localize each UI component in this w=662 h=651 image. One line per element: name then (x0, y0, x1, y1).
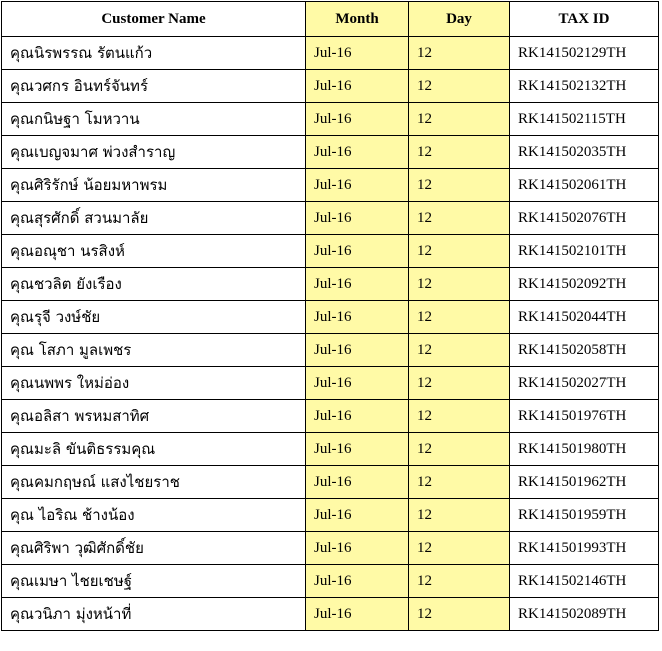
month-cell[interactable]: Jul-16 (306, 466, 409, 499)
month-cell[interactable]: Jul-16 (306, 103, 409, 136)
day-cell[interactable]: 12 (409, 334, 510, 367)
table-body (2, 37, 659, 631)
tax-id-cell[interactable]: RK141502027TH (510, 367, 659, 400)
month-cell[interactable]: Jul-16 (306, 598, 409, 631)
customer-name-cell[interactable]: คุณอลิสา พรหมสาทิศ (2, 400, 306, 433)
table-row (2, 103, 659, 136)
customer-table (1, 1, 659, 631)
customer-name-cell[interactable]: คุณวนิภา มุ่งหน้าที่ (2, 598, 306, 631)
month-cell[interactable]: Jul-16 (306, 334, 409, 367)
day-cell[interactable]: 12 (409, 367, 510, 400)
month-cell[interactable]: Jul-16 (306, 169, 409, 202)
tax-id-cell[interactable]: RK141502089TH (510, 598, 659, 631)
day-cell[interactable]: 12 (409, 136, 510, 169)
tax-id-cell[interactable]: RK141502146TH (510, 565, 659, 598)
day-cell[interactable]: 12 (409, 565, 510, 598)
month-cell[interactable]: Jul-16 (306, 367, 409, 400)
customer-name-cell[interactable]: คุณ ไอริณ ช้างน้อง (2, 499, 306, 532)
tax-id-cell[interactable]: RK141501976TH (510, 400, 659, 433)
month-cell[interactable]: Jul-16 (306, 400, 409, 433)
tax-id-cell[interactable]: RK141502132TH (510, 70, 659, 103)
tax-id-cell[interactable]: RK141502076TH (510, 202, 659, 235)
table-row (2, 334, 659, 367)
day-cell[interactable]: 12 (409, 235, 510, 268)
day-cell[interactable]: 12 (409, 466, 510, 499)
customer-name-cell[interactable]: คุณมะลิ ขันติธรรมคุณ (2, 433, 306, 466)
day-cell[interactable]: 12 (409, 400, 510, 433)
table-row (2, 400, 659, 433)
customer-name-cell[interactable]: คุณ โสภา มูลเพชร (2, 334, 306, 367)
table-row (2, 268, 659, 301)
tax-id-cell[interactable]: RK141501959TH (510, 499, 659, 532)
tax-id-cell[interactable]: RK141502129TH (510, 37, 659, 70)
day-cell[interactable]: 12 (409, 499, 510, 532)
month-cell[interactable]: Jul-16 (306, 235, 409, 268)
header-month[interactable]: Month (306, 2, 409, 37)
customer-name-cell[interactable]: คุณกนิษฐา โมหวาน (2, 103, 306, 136)
day-cell[interactable]: 12 (409, 37, 510, 70)
month-cell[interactable]: Jul-16 (306, 301, 409, 334)
day-cell[interactable]: 12 (409, 268, 510, 301)
tax-id-cell[interactable]: RK141502058TH (510, 334, 659, 367)
customer-name-cell[interactable]: คุณเบญจมาศ พ่วงสำราญ (2, 136, 306, 169)
customer-name-cell[interactable]: คุณศิริรักษ์ น้อยมหาพรม (2, 169, 306, 202)
tax-id-cell[interactable]: RK141502092TH (510, 268, 659, 301)
customer-name-cell[interactable]: คุณศิริพา วุฒิศักดิ์ชัย (2, 532, 306, 565)
month-cell[interactable]: Jul-16 (306, 70, 409, 103)
table-row (2, 367, 659, 400)
table-row (2, 202, 659, 235)
table-row (2, 70, 659, 103)
day-cell[interactable]: 12 (409, 532, 510, 565)
customer-name-cell[interactable]: คุณนิรพรรณ รัตนแก้ว (2, 37, 306, 70)
customer-name-cell[interactable]: คุณรุจี วงษ์ชัย (2, 301, 306, 334)
day-cell[interactable]: 12 (409, 169, 510, 202)
customer-name-cell[interactable]: คุณสุรศักดิ์ สวนมาลัย (2, 202, 306, 235)
day-cell[interactable]: 12 (409, 202, 510, 235)
header-row (2, 2, 659, 37)
customer-name-cell[interactable]: คุณอณุชา นรสิงห์ (2, 235, 306, 268)
tax-id-cell[interactable]: RK141501980TH (510, 433, 659, 466)
tax-id-cell[interactable]: RK141502061TH (510, 169, 659, 202)
day-cell[interactable]: 12 (409, 598, 510, 631)
table-row (2, 499, 659, 532)
month-cell[interactable]: Jul-16 (306, 565, 409, 598)
table-row (2, 466, 659, 499)
month-cell[interactable]: Jul-16 (306, 532, 409, 565)
day-cell[interactable]: 12 (409, 70, 510, 103)
customer-name-cell[interactable]: คุณวศกร อินทร์จันทร์ (2, 70, 306, 103)
month-cell[interactable]: Jul-16 (306, 136, 409, 169)
month-cell[interactable]: Jul-16 (306, 499, 409, 532)
tax-id-cell[interactable]: RK141501962TH (510, 466, 659, 499)
customer-name-cell[interactable]: คุณนพพร ใหม่อ่อง (2, 367, 306, 400)
header-customer-name[interactable]: Customer Name (2, 2, 306, 37)
table-row (2, 532, 659, 565)
table-row (2, 565, 659, 598)
day-cell[interactable]: 12 (409, 301, 510, 334)
table-row (2, 136, 659, 169)
tax-id-cell[interactable]: RK141502035TH (510, 136, 659, 169)
customer-name-cell[interactable]: คุณคมกฤษณ์ แสงไชยราช (2, 466, 306, 499)
day-cell[interactable]: 12 (409, 433, 510, 466)
tax-id-cell[interactable]: RK141502101TH (510, 235, 659, 268)
header-day[interactable]: Day (409, 2, 510, 37)
tax-id-cell[interactable]: RK141501993TH (510, 532, 659, 565)
table-row (2, 169, 659, 202)
tax-id-cell[interactable]: RK141502044TH (510, 301, 659, 334)
month-cell[interactable]: Jul-16 (306, 268, 409, 301)
table-row (2, 301, 659, 334)
table-row (2, 598, 659, 631)
header-tax-id[interactable]: TAX ID (510, 2, 659, 37)
day-cell[interactable]: 12 (409, 103, 510, 136)
table-row (2, 433, 659, 466)
month-cell[interactable]: Jul-16 (306, 433, 409, 466)
month-cell[interactable]: Jul-16 (306, 202, 409, 235)
customer-name-cell[interactable]: คุณเมษา ไชยเชษฐ์ (2, 565, 306, 598)
table-row (2, 37, 659, 70)
customer-name-cell[interactable]: คุณชวลิต ยังเรือง (2, 268, 306, 301)
tax-id-cell[interactable]: RK141502115TH (510, 103, 659, 136)
month-cell[interactable]: Jul-16 (306, 37, 409, 70)
table-row (2, 235, 659, 268)
